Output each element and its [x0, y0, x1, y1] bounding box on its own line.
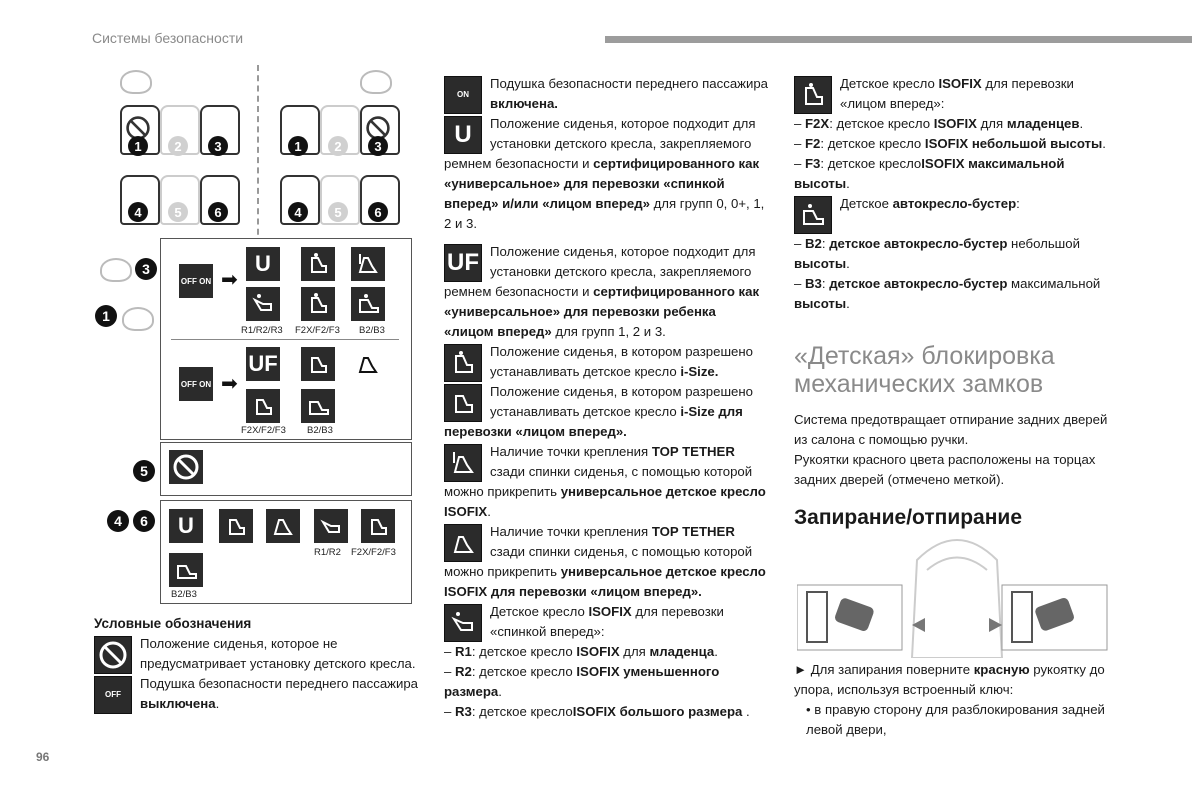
- lock-unlock-heading: Запирание/отпирание: [794, 506, 1023, 529]
- prohibited-icon: [94, 636, 132, 674]
- booster-icon: [301, 389, 335, 423]
- label-r12: R1/R2: [314, 547, 341, 558]
- label-f2x: F2X/F2/F3: [295, 325, 340, 336]
- legend-item-airbag-off: [94, 674, 424, 714]
- isofix-front-icon: [361, 509, 395, 543]
- steering-wheel-icon: [122, 307, 154, 331]
- booster-b2: – B2: детское автокресло-бустер небольшой высоты.: [794, 236, 1080, 271]
- text-bold: младенца: [649, 644, 715, 659]
- seat-number: 2: [328, 136, 348, 156]
- airbag-on-icon: ON: [444, 76, 482, 114]
- airbag-off-on-icon: OFF ON: [179, 367, 213, 401]
- item-booster: [794, 194, 1114, 234]
- steering-wheel-icon: [120, 70, 152, 94]
- item-isofix-rear: [444, 602, 769, 642]
- label-f2x: F2X/F2/F3: [241, 425, 286, 436]
- text: для: [619, 644, 650, 659]
- seat-number: 3: [135, 258, 157, 280]
- text-bold: ISOFIX: [576, 644, 620, 659]
- arrow-right-icon: ➡: [221, 373, 238, 395]
- text-bold: i-Size.: [680, 364, 719, 379]
- steering-wheel-icon: [360, 70, 392, 94]
- seat-number: 6: [208, 202, 228, 222]
- seat-number: 5: [133, 460, 155, 482]
- label-b23: B2/B3: [307, 425, 333, 436]
- legend-text: Подушка безопасности переднего пассажира: [140, 676, 419, 691]
- item-isize-front: [444, 382, 769, 442]
- text: Положение сиденья, в котором разрешено устанавливать детское кресло: [490, 384, 753, 419]
- text-bold: R1: [455, 644, 472, 659]
- top-tether-icon: [266, 509, 300, 543]
- compat-box-rear: [160, 500, 412, 604]
- seat-number: 6: [133, 510, 155, 532]
- compat-box-seat5: [160, 442, 412, 496]
- text: Детское кресло: [840, 76, 939, 91]
- booster-icon: [794, 196, 832, 234]
- label-r123: R1/R2/R3: [241, 325, 283, 336]
- text: Наличие точки крепления: [490, 524, 652, 539]
- text: : детское кресло: [820, 136, 925, 151]
- text: для групп 0, 0+, 1, 2 и 3.: [444, 196, 765, 231]
- text-bold: B3: [805, 276, 822, 291]
- legend-text: .: [215, 696, 220, 711]
- steering-wheel-icon: [100, 258, 132, 282]
- text: рукоятку до упора, используя встроенный ключ:: [794, 662, 1105, 697]
- text: для перевозки «спинкой вперед»:: [490, 604, 724, 639]
- universal-u-icon: U: [444, 116, 482, 154]
- text-bold: R3: [455, 704, 472, 719]
- isofix-f2x: – F2X: детское кресло ISOFIX для младенцев.: [794, 116, 1084, 131]
- text: Наличие точки крепления: [490, 444, 652, 459]
- column-2: [444, 74, 769, 722]
- text: Положение сиденья, которое подходит для установки детского кресла, закрепляемого ремнем безопасности и: [444, 116, 756, 171]
- text: .: [487, 504, 491, 519]
- universal-front-uf-icon: UF: [444, 244, 482, 282]
- text: небольшой: [1007, 236, 1080, 251]
- car-door-icon: [797, 530, 1117, 658]
- text-bold: R2: [455, 664, 472, 679]
- isize-icon: [301, 247, 335, 281]
- isize-front-icon: [301, 347, 335, 381]
- child-lock-text: Система предотвращает отпирание задних дверей из салона с помощью ручки.: [794, 412, 1108, 447]
- door-lock-illustration: [797, 530, 1117, 658]
- label-b23: B2/B3: [359, 325, 385, 336]
- isofix-front-icon: [301, 287, 335, 321]
- seat-number: 5: [168, 202, 188, 222]
- seat-number: 2: [168, 136, 188, 156]
- item-universal-front: [444, 242, 769, 342]
- text: .: [846, 176, 850, 191]
- text: Положение сиденья, которое подходит для установки детского кресла, закрепляемого ремнем безопасности и: [444, 244, 756, 299]
- isofix-front-icon: [794, 76, 832, 114]
- text-bold: универсальное детское кресло ISOFIX для перевозки «лицом вперед».: [444, 564, 766, 599]
- legend-text: Положение сиденья, которое не предусматривает установку детского кресла.: [140, 636, 416, 671]
- isofix-f3: – F3: детское креслоISOFIX максимальной высоты.: [794, 156, 1065, 191]
- text: : детское кресло: [471, 664, 577, 679]
- isofix-r1: – R1: детское кресло ISOFIX для младенца.: [444, 644, 718, 659]
- item-universal: [444, 114, 769, 234]
- isofix-rear-icon: [314, 509, 348, 543]
- isofix-r2: – R2: детское кресло ISOFIX уменьшенного размера.: [444, 664, 720, 699]
- text: ► Для запирания поверните: [794, 662, 974, 677]
- item-top-tether: [444, 442, 769, 522]
- universal-u-icon: U: [246, 247, 280, 281]
- text-bold: сертифицированного как «универсальное» для перевозки «спинкой вперед» и/или «лицом вперед»: [444, 156, 760, 211]
- text: .: [846, 296, 850, 311]
- seat-number: 3: [208, 136, 228, 156]
- label-b23: B2/B3: [171, 589, 197, 600]
- section-title: Системы безопасности: [92, 30, 244, 46]
- universal-front-uf-icon: UF: [246, 347, 280, 381]
- top-tether-icon: [351, 247, 385, 281]
- arrow-right-icon: ➡: [221, 269, 238, 291]
- child-lock-heading: «Детская» блокировка механических замков: [794, 342, 1055, 398]
- text: Детское кресло: [490, 604, 589, 619]
- text-bold: TOP TETHER: [651, 524, 735, 539]
- text-bold: ISOFIX максимальной высоты: [794, 156, 1065, 191]
- top-tether-front-icon: [444, 524, 482, 562]
- seat-number: 4: [288, 202, 308, 222]
- item-top-tether-front: [444, 522, 769, 602]
- seat-diagram: [95, 60, 415, 605]
- legend-text-bold: выключена: [140, 696, 216, 711]
- item-isize: [444, 342, 769, 382]
- item-airbag-on: [444, 74, 769, 114]
- lock-step: [794, 660, 1114, 700]
- column-3: [794, 74, 1114, 530]
- text-bold: ISOFIX: [938, 76, 982, 91]
- seat-number: 4: [128, 202, 148, 222]
- text-bold: B2: [805, 236, 822, 251]
- text-bold: высоты: [794, 296, 847, 311]
- text: : детское кресло: [471, 644, 577, 659]
- text-bold: F3: [805, 156, 821, 171]
- text-bold: универсальное детское кресло ISOFIX: [444, 484, 766, 519]
- text: .: [498, 684, 502, 699]
- text-bold: ISOFIX большого размера: [572, 704, 743, 719]
- page-number: 96: [36, 750, 50, 764]
- text: максимальной: [1007, 276, 1101, 291]
- seat-number: 1: [288, 136, 308, 156]
- isofix-r3: – R3: детское креслоISOFIX большого размера .: [444, 704, 750, 719]
- text: : детское кресло: [471, 704, 573, 719]
- seat-number: 6: [368, 202, 388, 222]
- text-bold: младенцев: [1006, 116, 1080, 131]
- prohibited-icon: [169, 450, 203, 484]
- text: : детское кресло: [820, 156, 922, 171]
- seat-number: 1: [128, 136, 148, 156]
- text: сзади спинки сиденья, с помощью которой можно прикрепить: [444, 464, 753, 499]
- text-bold: детское автокресло-бустер: [829, 236, 1008, 251]
- isofix-rear-icon: [444, 604, 482, 642]
- text: для перевозки «лицом вперед»:: [840, 76, 1074, 111]
- divider-line: [257, 65, 259, 245]
- isize-icon: [444, 344, 482, 382]
- legend-title: Условные обозначения: [94, 616, 252, 631]
- isofix-rear-icon: [246, 287, 280, 321]
- text-bold: F2X: [805, 116, 830, 131]
- header-bar: [605, 36, 1192, 43]
- text-bold: ISOFIX: [588, 604, 632, 619]
- text: .: [846, 256, 850, 271]
- isize-front-icon: [444, 384, 482, 422]
- legend-section: [94, 614, 424, 714]
- seat-number: 1: [95, 305, 117, 327]
- airbag-off-on-icon: OFF ON: [179, 264, 213, 298]
- text-bold: сертифицированного как «универсальное» для перевозки ребенка «лицом вперед»: [444, 284, 760, 339]
- text: для: [976, 116, 1007, 131]
- top-tether-front-icon: [351, 347, 385, 381]
- isofix-front-icon: [246, 389, 280, 423]
- text: Подушка безопасности переднего пассажира: [490, 76, 769, 91]
- text-bold: ISOFIX уменьшенного размера: [444, 664, 720, 699]
- text: :: [821, 276, 830, 291]
- label-f2x: F2X/F2/F3: [351, 547, 396, 558]
- booster-b3: – B3: детское автокресло-бустер максимальной высоты.: [794, 276, 1101, 311]
- text-bold: ISOFIX небольшой высоты: [924, 136, 1103, 151]
- item-isofix-front: [794, 74, 1114, 114]
- booster-icon: [169, 553, 203, 587]
- text: : детское кресло: [829, 116, 934, 131]
- seat-number: 3: [368, 136, 388, 156]
- isofix-f2: – F2: детское кресло ISOFIX небольшой высоты.: [794, 136, 1106, 151]
- booster-icon: [351, 287, 385, 321]
- divider: [171, 339, 399, 340]
- text-bold: i-Size для перевозки «лицом вперед».: [444, 404, 743, 439]
- seat-number: 5: [328, 202, 348, 222]
- text: .: [1079, 116, 1084, 131]
- text-bold: включена.: [490, 96, 558, 111]
- universal-u-icon: U: [169, 509, 203, 543]
- top-tether-icon: [444, 444, 482, 482]
- text-bold: ISOFIX: [933, 116, 977, 131]
- text: .: [1102, 136, 1106, 151]
- text-bold: детское автокресло-бустер: [829, 276, 1008, 291]
- text: сзади спинки сиденья, с помощью которой можно прикрепить: [444, 544, 753, 579]
- text-bold: автокресло-бустер: [892, 196, 1017, 211]
- text: Положение сиденья, в котором разрешено устанавливать детское кресло: [490, 344, 753, 379]
- seat-number: 4: [107, 510, 129, 532]
- text-bold: высоты: [794, 256, 847, 271]
- text-bold: F2: [805, 136, 821, 151]
- text: .: [714, 644, 718, 659]
- text: :: [1016, 196, 1020, 211]
- text-bold: TOP TETHER: [651, 444, 735, 459]
- text: Детское: [840, 196, 893, 211]
- text: для групп 1, 2 и 3.: [551, 324, 666, 339]
- child-lock-text-2: Рукоятки красного цвета расположены на торцах задних дверей (отмечено меткой).: [794, 452, 1096, 487]
- text: :: [821, 236, 830, 251]
- airbag-off-icon: OFF: [94, 676, 132, 714]
- text: .: [742, 704, 750, 719]
- legend-item-no-seat: [94, 634, 424, 674]
- lock-instructions: [794, 660, 1114, 740]
- lock-substep: • в правую сторону для разблокирования задней левой двери,: [806, 702, 1105, 737]
- text-bold: красную: [973, 662, 1030, 677]
- compat-box-front: [160, 238, 412, 440]
- isize-icon: [219, 509, 253, 543]
